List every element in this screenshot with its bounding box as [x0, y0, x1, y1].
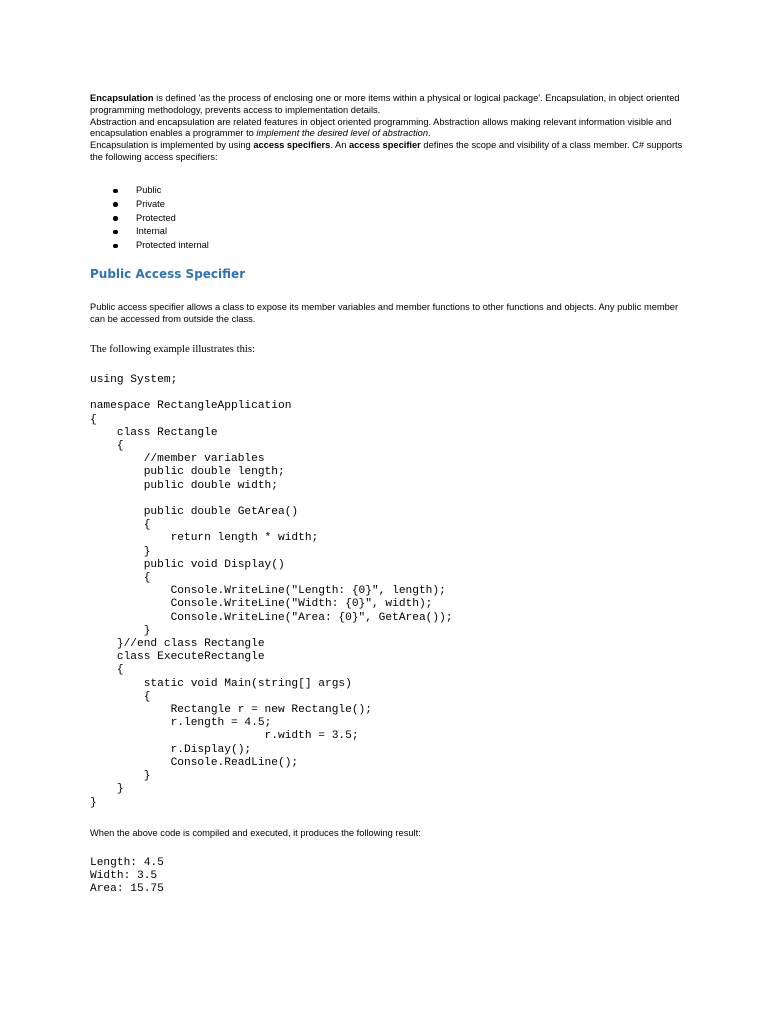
list-item-label: Protected: [136, 212, 176, 223]
access-specifier-term: access specifier: [348, 140, 421, 151]
abstraction-italic-text: implement the desired level of abstraction: [256, 128, 428, 139]
access-specifier-end-text: defines the scope and visibility of a class member. C# supports the following access specifiers:: [90, 140, 683, 162]
access-specifiers-term: access specifiers: [253, 140, 331, 151]
list-item: [113, 225, 209, 239]
abstraction-end-text: .: [428, 128, 431, 139]
access-specifier-mid-text: . An: [330, 140, 349, 151]
list-item: [113, 212, 209, 226]
intro-definition-text: is defined 'as the process of enclosing one or more items within a physical or logical package'. Encapsulation, in object oriented programming methodology, prevents access to implementation details.: [90, 93, 680, 115]
example-lead-text: The following example illustrates this:: [90, 343, 256, 355]
bullet-icon: [113, 202, 118, 207]
list-item: [113, 184, 209, 198]
access-specifier-intro-text: Encapsulation is implemented by using: [90, 140, 254, 151]
section-description: Public access specifier allows a class to expose its member variables and member functions to other functions and objects. Any public member can be accessed from outside the class.: [90, 302, 679, 324]
list-item-label: Protected internal: [136, 240, 209, 250]
encapsulation-term: Encapsulation: [90, 93, 154, 103]
bullet-icon: [113, 216, 118, 221]
output-block: Length: 4.5 Width: 3.5 Area: 15.75: [90, 857, 164, 896]
access-specifier-list: [113, 184, 209, 253]
bullet-icon: [113, 244, 118, 249]
list-item: [113, 198, 209, 212]
list-item-label: Private: [136, 198, 165, 209]
code-block: using System; namespace RectangleApplication { class Rectangle { //member variables public double length; public double width; public double GetArea() { return length * width; } public void Display() { Console.WriteLine("Length: {0}", length); Console.WriteLine("Width: {0}", width); Console.WriteLine("Area: {0}", GetArea()); } }//end class Rectangle class ExecuteRectangle { static void Main(string[] args) { Rectangle r = new Rectangle(); r.length = 4.5; r.width = 3.5; r.Display(); Console.ReadLine(); } } }: [90, 374, 453, 809]
intro-paragraph: [90, 93, 690, 164]
bullet-icon: [113, 230, 118, 235]
document-page: [90, 93, 690, 896]
abstraction-text: Abstraction and encapsulation are related features in object oriented programming. Abstraction allows making relevant information visible and encapsulation enables a programmer to: [90, 116, 672, 139]
bullet-icon: [113, 189, 118, 194]
section-heading: Public Access Specifier: [90, 267, 246, 281]
result-lead-text: When the above code is compiled and executed, it produces the following result:: [90, 828, 421, 838]
list-item: [113, 239, 209, 253]
list-item-label: Internal: [136, 226, 168, 237]
list-item-label: Public: [136, 185, 162, 195]
